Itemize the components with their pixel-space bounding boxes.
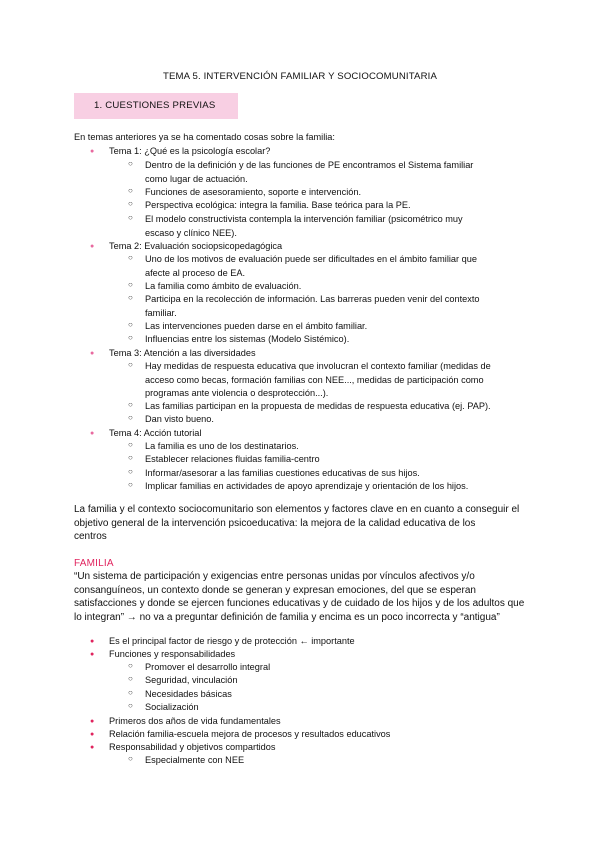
tema-1-item-1: Dentro de la definición y de las funciones de PE encontramos el Sistema familiar como lugar de actuación. xyxy=(145,160,474,184)
familia-subpoint: Seguridad, vinculación xyxy=(145,675,238,685)
circle-bullet-icon: ○ xyxy=(128,360,133,369)
bullet-icon: ● xyxy=(90,731,95,738)
familia-subpoint: Socialización xyxy=(145,702,199,712)
circle-bullet-icon: ○ xyxy=(128,159,133,168)
circle-bullet-icon: ○ xyxy=(128,413,133,422)
tema-2-item-1: Uno de los motivos de evaluación puede ser dificultades en el ámbito familiar que afecte al proceso de EA. xyxy=(145,254,477,278)
circle-bullet-icon: ○ xyxy=(128,213,133,222)
familia-subpoint: Necesidades básicas xyxy=(145,689,232,699)
circle-bullet-icon: ○ xyxy=(128,400,133,409)
circle-bullet-icon: ○ xyxy=(128,688,133,697)
bullet-icon: ● xyxy=(90,148,95,155)
circle-bullet-icon: ○ xyxy=(128,674,133,683)
tema-4-label: Tema 4: Acción tutorial xyxy=(109,428,202,438)
tema-3-label: Tema 3: Atención a las diversidades xyxy=(109,348,256,358)
circle-bullet-icon: ○ xyxy=(128,293,133,302)
tema-4-item-2: Establecer relaciones fluidas familia-centro xyxy=(145,454,320,464)
familia-subpoint: Especialmente con NEE xyxy=(145,755,245,765)
bullet-icon: ● xyxy=(90,430,95,437)
bullet-icon: ● xyxy=(90,638,95,645)
circle-bullet-icon: ○ xyxy=(128,280,133,289)
tema-1-item-3: Perspectiva ecológica: integra la familia. Base teórica para la PE. xyxy=(145,200,411,210)
summary-paragraph: La familia y el contexto sociocomunitario son elementos y factores clave en en cuanto a conseguir el objetivo general de la intervención psicoeducativa: la mejora de la calidad educativa de los centros xyxy=(74,504,520,543)
circle-bullet-icon: ○ xyxy=(128,754,133,763)
document-title: TEMA 5. INTERVENCIÓN FAMILIAR Y SOCIOCOMUNITARIA xyxy=(162,71,438,82)
circle-bullet-icon: ○ xyxy=(128,440,133,449)
familia-point-2: Funciones y responsabilidades xyxy=(109,649,236,659)
circle-bullet-icon: ○ xyxy=(128,320,133,329)
tema-3-item-2: Las familias participan en la propuesta de medidas de respuesta educativa (ej. PAP). xyxy=(145,401,491,411)
bullet-icon: ● xyxy=(90,651,95,658)
familia-point-4: Relación familia-escuela mejora de procesos y resultados educativos xyxy=(109,729,391,739)
tema-4-item-3: Informar/asesorar a las familias cuestiones educativas de sus hijos. xyxy=(145,468,420,478)
tema-2-item-5: Influencias entre los sistemas (Modelo Sistémico). xyxy=(145,334,350,344)
tema-1-item-2: Funciones de asesoramiento, soporte e intervención. xyxy=(145,187,362,197)
circle-bullet-icon: ○ xyxy=(128,186,133,195)
tema-2-item-2: La familia como ámbito de evaluación. xyxy=(145,281,302,291)
section-heading: 1. CUESTIONES PREVIAS xyxy=(94,100,216,111)
familia-point-3: Primeros dos años de vida fundamentales xyxy=(109,716,281,726)
tema-3-item-3: Dan visto bueno. xyxy=(145,414,214,424)
bullet-icon: ● xyxy=(90,243,95,250)
tema-2-item-4: Las intervenciones pueden darse en el ámbito familiar. xyxy=(145,321,368,331)
bullet-icon: ● xyxy=(90,744,95,751)
familia-subpoint: Promover el desarrollo integral xyxy=(145,662,271,672)
tema-1-label: Tema 1: ¿Qué es la psicología escolar? xyxy=(109,146,271,156)
circle-bullet-icon: ○ xyxy=(128,467,133,476)
tema-4-item-1: La familia es uno de los destinatarios. xyxy=(145,441,299,451)
tema-2-label: Tema 2: Evaluación sociopsicopedagógica xyxy=(109,241,283,251)
bullet-icon: ● xyxy=(90,350,95,357)
circle-bullet-icon: ○ xyxy=(128,253,133,262)
circle-bullet-icon: ○ xyxy=(128,453,133,462)
tema-3-item-1: Hay medidas de respuesta educativa que involucran el contexto familiar (medidas de acceso como becas, formación familias con NEE..., medidas de participación como programas ante violencia o desprotección...). xyxy=(145,361,491,398)
tema-2-item-3: Participa en la recolección de información. Las barreras pueden venir del contexto familiar. xyxy=(145,294,480,318)
tema-4-item-4: Implicar familias en actividades de apoyo aprendizaje y orientación de los hijos. xyxy=(145,481,469,491)
intro-paragraph: En temas anteriores ya se ha comentado cosas sobre la familia: xyxy=(74,132,335,142)
circle-bullet-icon: ○ xyxy=(128,333,133,342)
section-heading-box xyxy=(74,93,238,119)
circle-bullet-icon: ○ xyxy=(128,480,133,489)
tema-1-item-4: El modelo constructivista contempla la intervención familiar (psicométrico muy escaso y clínico NEE). xyxy=(145,214,463,238)
familia-point-1: Es el principal factor de riesgo y de protección ← importante xyxy=(109,636,355,646)
bullet-icon: ● xyxy=(90,718,95,725)
circle-bullet-icon: ○ xyxy=(128,199,133,208)
familia-quote: “Un sistema de participación y exigencias entre personas unidas por vínculos afectivos y/o consanguíneos, un contexto donde se generan y expresan emociones, del que se esperan satisfacciones y donde se ejercen funciones educativas y de cuidado de los hijos y de los adultos que lo integran” → no va a preguntar definición de familia y encima es un poco incorrecta y “antigua” xyxy=(74,571,525,623)
circle-bullet-icon: ○ xyxy=(128,661,133,670)
familia-point-5: Responsabilidad y objetivos compartidos xyxy=(109,742,276,752)
familia-heading: FAMILIA xyxy=(74,558,114,569)
circle-bullet-icon: ○ xyxy=(128,701,133,710)
